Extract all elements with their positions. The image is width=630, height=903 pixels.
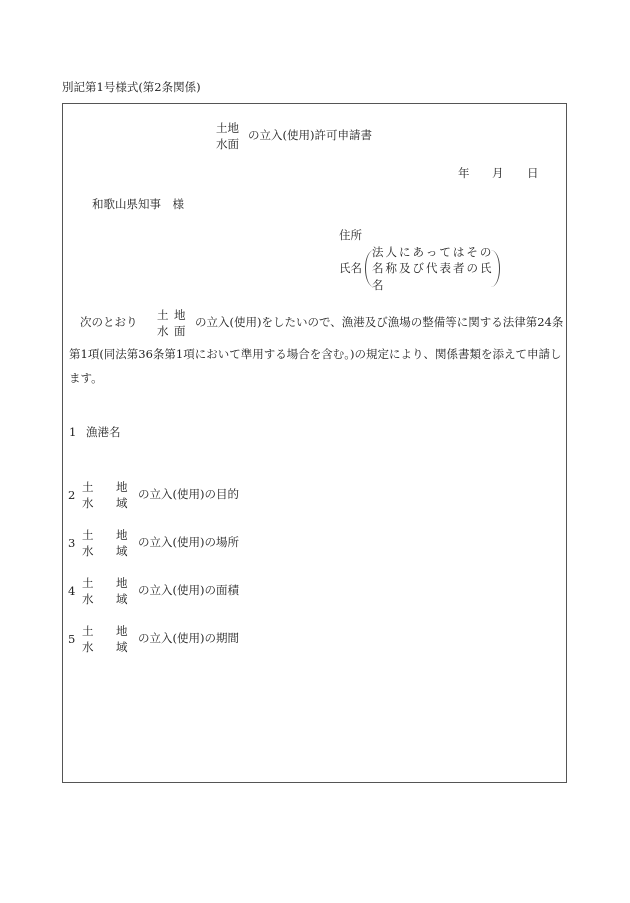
item-label-period: の立入(使用)の期間: [138, 631, 239, 645]
date-month: 月: [492, 166, 504, 180]
form-title: の立入(使用)許可申請書: [248, 128, 372, 142]
address-label: 住所: [339, 228, 362, 242]
body-kind2-top: 地: [174, 308, 186, 322]
body-line3: ます。: [69, 371, 103, 385]
body-prefix: 次のとおり: [80, 315, 138, 329]
title-kind-stack: [216, 121, 239, 152]
item-kind2-top: 地: [116, 528, 128, 542]
item-kind2-bottom: 域: [116, 640, 128, 654]
form-label: 別記第1号様式(第2条関係): [62, 80, 201, 94]
item-kind1-top: 土: [82, 624, 94, 638]
item-kind1-top: 土: [82, 480, 94, 494]
item-label-harbor-name: 漁港名: [86, 425, 121, 439]
applicant-note-line1: 法人にあってはその: [372, 244, 494, 259]
name-label: 氏名: [339, 261, 362, 275]
item-kind1-bottom: 水: [82, 640, 94, 654]
item-kind2-top: 地: [116, 624, 128, 638]
body-kind1-bottom: 水: [157, 324, 169, 338]
item-kind1-top: 土: [82, 576, 94, 590]
item-kind-stack: [82, 527, 132, 561]
addressee: 和歌山県知事 様: [92, 197, 184, 211]
item-kind-stack: [82, 623, 132, 657]
item-kind1-top: 土: [82, 528, 94, 542]
applicant-note-bracket: [365, 244, 500, 292]
body-line1: の立入(使用)をしたいので、漁港及び漁場の整備等に関する法律第24条: [195, 315, 564, 329]
item-number: 3: [68, 536, 76, 550]
item-kind1-bottom: 水: [82, 496, 94, 510]
date-day: 日: [527, 166, 539, 180]
body-kind2-bottom: 面: [174, 324, 186, 338]
title-kind-top: 土地: [216, 121, 239, 135]
item-kind1-bottom: 水: [82, 544, 94, 558]
item-kind-stack: [82, 575, 132, 609]
item-kind2-bottom: 域: [116, 544, 128, 558]
date-year: 年: [458, 166, 470, 180]
item-number: 1: [69, 425, 77, 439]
item-number: 4: [68, 584, 76, 598]
title-kind-bottom: 水面: [216, 136, 239, 151]
applicant-note-line2: 名称及び代表者の氏名: [372, 261, 494, 292]
item-label-location: の立入(使用)の場所: [138, 535, 239, 549]
item-label-purpose: の立入(使用)の目的: [138, 487, 239, 501]
item-kind2-bottom: 域: [116, 496, 128, 510]
item-kind2-top: 地: [116, 576, 128, 590]
body-kind1-top: 土: [157, 308, 169, 322]
item-kind2-bottom: 域: [116, 592, 128, 606]
item-kind-stack: [82, 479, 132, 513]
item-number: 2: [68, 488, 76, 502]
item-kind1-bottom: 水: [82, 592, 94, 606]
item-kind2-top: 地: [116, 480, 128, 494]
body-line2: 第1項(同法第36条第1項において準用する場合を含む。)の規定により、関係書類を添えて申請し: [69, 347, 562, 361]
item-label-area: の立入(使用)の面積: [138, 583, 239, 597]
body-kind-stack: [157, 307, 189, 341]
item-number: 5: [68, 632, 76, 646]
